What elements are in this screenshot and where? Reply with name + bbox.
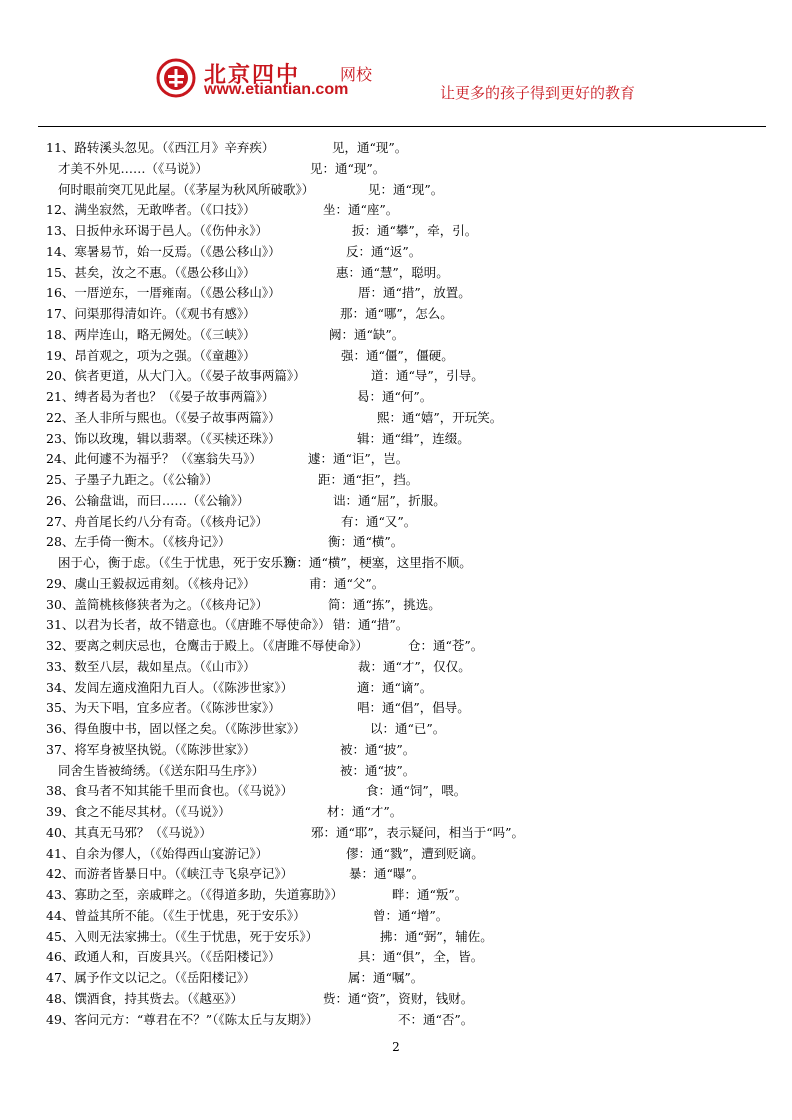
- list-item: [46, 532, 776, 553]
- slogan: 让更多的孩子得到更好的教育: [440, 84, 636, 102]
- example-sentence: 20、傧者更道，从大门入。（《晏子故事两篇》）: [46, 368, 306, 384]
- tongjiazi-note: 阙：通“缺”。: [329, 326, 405, 342]
- tongjiazi-note: 有：通“又”。: [341, 513, 417, 529]
- tongjiazi-note: 道：通“导”，引导。: [371, 368, 484, 384]
- tongjiazi-note: 错：通“措”。: [333, 617, 409, 633]
- tongjiazi-note: 曷：通“何”。: [357, 389, 433, 404]
- list-item: [46, 968, 776, 989]
- tongjiazi-note: 坐：通“座”。: [323, 202, 399, 218]
- tongjiazi-note: 遽：通“讵”，岂。: [308, 451, 409, 467]
- tongjiazi-note: 拂：通“弼”，辅佐。: [380, 928, 493, 944]
- list-item: [46, 906, 776, 927]
- tongjiazi-note: 不：通“否”。: [398, 1011, 474, 1027]
- list-item: [46, 947, 776, 968]
- list-item: [46, 927, 776, 948]
- list-item: [46, 740, 776, 761]
- example-sentence: 41、自余为僇人，（《始得西山宴游记》）: [46, 845, 269, 861]
- list-item: [46, 761, 776, 782]
- tongjiazi-note: 反：通“返”。: [346, 243, 422, 259]
- example-sentence: 12、满坐寂然，无敢哗者。（《口技》）: [46, 202, 256, 218]
- example-sentence: 30、盖简桃核修狭者为之。（《核舟记》）: [46, 596, 269, 612]
- example-sentence: 15、甚矣，汝之不惠。（《愚公移山》）: [46, 264, 256, 280]
- list-item: [46, 512, 776, 533]
- tongjiazi-note: 见：通“现”。: [368, 181, 444, 197]
- tongjiazi-note: 诎：通“屈”，折服。: [333, 492, 446, 508]
- tongjiazi-note: 仓：通“苍”。: [408, 638, 484, 653]
- brand-name: 北京四中: [204, 63, 301, 88]
- tongjiazi-note: 具：通“俱”，全，皆。: [358, 949, 484, 965]
- tongjiazi-note: 距：通“拒”，挡。: [318, 472, 419, 487]
- tongjiazi-note: 那：通“哪”，怎么。: [340, 306, 453, 321]
- example-sentence: 35、为天下唱，宜多应者。（《陈涉世家》）: [46, 700, 281, 716]
- list-item: [46, 574, 776, 595]
- list-item: [46, 283, 776, 304]
- brand-url[interactable]: www.etiantian.com: [204, 81, 349, 98]
- tongjiazi-note: 熙：通“嬉”，开玩笑。: [377, 409, 503, 425]
- tongjiazi-note: 赀：通“资”，资财，钱财。: [323, 990, 474, 1006]
- example-sentence: 47、属予作文以记之。（《岳阳楼记》）: [46, 970, 256, 985]
- example-sentence: 43、寡助之至，亲戚畔之。（《得道多助，失道寡助》）: [46, 887, 344, 902]
- tongjiazi-note: 简：通“拣”，挑选。: [328, 596, 441, 612]
- list-item: [46, 553, 776, 574]
- example-sentence: 27、舟首尾长约八分有奇。（《核舟记》）: [46, 513, 269, 529]
- tongjiazi-note: 食：通“饲”，喂。: [366, 783, 467, 799]
- list-item: [46, 719, 776, 740]
- tongjiazi-note: 甫：通“父”。: [309, 575, 385, 591]
- example-sentence: 40、其真无马邪？（《马说》）: [46, 824, 212, 840]
- tongjiazi-note: 属：通“嘱”。: [348, 970, 424, 985]
- list-item: [46, 678, 776, 699]
- example-sentence: 21、缚者曷为者也？（《晏子故事两篇》）: [46, 389, 275, 404]
- list-item: [46, 615, 776, 636]
- tongjiazi-note: 被：通“披”。: [340, 762, 416, 778]
- example-sentence: 48、馔酒食，持其赀去。（《越巫》）: [46, 990, 244, 1006]
- tongjiazi-note: 暴：通“曝”。: [349, 866, 425, 882]
- example-sentence: 14、寒暑易节，始一反焉。（《愚公移山》）: [46, 243, 281, 259]
- tongjiazi-note: 畔：通“叛”。: [392, 887, 468, 902]
- example-sentence: 34、发闾左適戍渔阳九百人。（《陈涉世家》）: [46, 679, 294, 695]
- list-item: [46, 387, 776, 408]
- list-item: [46, 781, 776, 802]
- example-sentence: 22、圣人非所与熙也。（《晏子故事两篇》）: [46, 409, 281, 425]
- list-item: [46, 138, 776, 159]
- brand-suffix: 网校: [340, 65, 373, 84]
- list-item: [46, 449, 776, 470]
- list-item: [46, 657, 776, 678]
- example-sentence: 23、饰以玫瑰，辑以翡翠。（《买椟还珠》）: [46, 430, 281, 446]
- list-item: [46, 200, 776, 221]
- tongjiazi-note: 衡：通“横”。: [328, 534, 404, 550]
- list-item: [46, 1010, 776, 1031]
- example-sentence: 18、两岸连山，略无阙处。（《三峡》）: [46, 326, 256, 342]
- example-sentence: 28、左手倚一衡木。（《核舟记》）: [46, 534, 231, 550]
- tongjiazi-note: 唱：通“倡”，倡导。: [357, 700, 470, 716]
- example-sentence: 38、食马者不知其能千里而食也。（《马说》）: [46, 783, 294, 799]
- page-number: 2: [392, 1040, 400, 1054]
- list-item: [46, 429, 776, 450]
- example-sentence: 37、将军身被坚执锐。（《陈涉世家》）: [46, 741, 256, 757]
- list-item: [46, 346, 776, 367]
- list-item: [46, 636, 776, 657]
- tongjiazi-note: 衡：通“横”，梗塞，这里指不顺。: [284, 555, 472, 570]
- tongjiazi-note: 强：通“僵”，僵硬。: [341, 347, 454, 363]
- list-item: [46, 325, 776, 346]
- tongjiazi-note: 见，通“现”。: [332, 140, 408, 155]
- list-item: [46, 864, 776, 885]
- example-sentence: 36、得鱼腹中书，固以怪之矣。（《陈涉世家》）: [46, 721, 306, 736]
- list-item: [46, 366, 776, 387]
- example-sentence: 25、子墨子九距之。（《公输》）: [46, 472, 219, 487]
- list-item: [46, 180, 776, 201]
- list-item: [46, 823, 776, 844]
- example-sentence: 19、昂首观之，项为之强。（《童趣》）: [46, 347, 256, 363]
- list-item: [46, 221, 776, 242]
- example-sentence: 同舍生皆被绮绣。（《送东阳马生序》）: [58, 762, 265, 778]
- example-sentence: 11、路转溪头忽见。（《西江月》辛弃疾）: [46, 140, 275, 155]
- list-item: [46, 304, 776, 325]
- example-sentence: 17、问渠那得清如许。（《观书有感》）: [46, 306, 256, 321]
- tongjiazi-note: 厝：通“措”，放置。: [358, 285, 471, 301]
- tongjiazi-note: 材：通“才”。: [327, 804, 403, 819]
- tongjiazi-note: 僇：通“戮”，遭到贬谪。: [346, 845, 484, 861]
- example-sentence: 31、以君为长者，故不错意也。（《唐雎不辱使命》）: [46, 617, 331, 633]
- list-item: [46, 408, 776, 429]
- tongjiazi-note: 邪：通“耶”，表示疑问，相当于“吗”。: [311, 824, 525, 840]
- example-sentence: 33、数至八层，裁如星点。（《山市》）: [46, 658, 256, 674]
- example-sentence: 才美不外见……（《马说》）: [58, 160, 209, 176]
- example-sentence: 44、曾益其所不能。（《生于忧患，死于安乐》）: [46, 907, 306, 923]
- list-item: [46, 698, 776, 719]
- list-item: [46, 242, 776, 263]
- list-item: [46, 263, 776, 284]
- example-sentence: 困于心，衡于虑。（《生于忧患，死于安乐》）: [58, 555, 302, 570]
- example-sentence: 49、客问元方：“尊君在不？”（《陈太丘与友期》）: [46, 1011, 319, 1027]
- list-item: [46, 989, 776, 1010]
- tongjiazi-note: 以：通“已”。: [370, 721, 446, 736]
- list-item: [46, 491, 776, 512]
- list-item: [46, 844, 776, 865]
- example-sentence: 何时眼前突兀见此屋。（《茅屋为秋风所破歌》）: [58, 181, 315, 197]
- list-item: [46, 159, 776, 180]
- example-sentence: 26、公输盘诎，而曰……（《公输》）: [46, 492, 250, 508]
- example-sentence: 13、日扳仲永环谒于邑人。（《伤仲永》）: [46, 223, 269, 238]
- example-sentence: 39、食之不能尽其材。（《马说》）: [46, 804, 231, 819]
- header-divider: [38, 126, 766, 127]
- example-sentence: 24、此何遽不为福乎？（《塞翁失马》）: [46, 451, 262, 467]
- example-sentence: 32、要离之刺庆忌也，仓鹰击于殿上。（《唐雎不辱使命》）: [46, 638, 369, 653]
- tongjiazi-note: 见：通“现”。: [310, 160, 386, 176]
- school-logo-icon: [156, 58, 196, 98]
- tongjiazi-note: 扳：通“攀”，牵，引。: [352, 223, 478, 238]
- example-sentence: 16、一厝逆东，一厝雍南。（《愚公移山》）: [46, 285, 281, 301]
- list-item: [46, 802, 776, 823]
- page-header: [0, 0, 792, 130]
- tongjiazi-note: 曾：通“增”。: [373, 907, 449, 923]
- example-sentence: 42、而游者皆暴日中。（《峡江寺飞泉亭记》）: [46, 866, 294, 882]
- example-sentence: 46、政通人和，百废具兴。（《岳阳楼记》）: [46, 949, 281, 965]
- tongjiazi-note: 被：通“披”。: [340, 741, 416, 757]
- entries-list: [46, 138, 776, 1030]
- list-item: [46, 595, 776, 616]
- tongjiazi-note: 惠：通“慧”，聪明。: [336, 264, 449, 280]
- list-item: [46, 885, 776, 906]
- tongjiazi-note: 裁：通“才”，仅仅。: [358, 658, 471, 674]
- tongjiazi-note: 辑：通“缉”，连缀。: [357, 430, 470, 446]
- tongjiazi-note: 適：通“谪”。: [357, 679, 433, 695]
- list-item: [46, 470, 776, 491]
- example-sentence: 45、入则无法家拂士。（《生于忧患，死于安乐》）: [46, 928, 319, 944]
- example-sentence: 29、虞山王毅叔远甫刻。（《核舟记》）: [46, 575, 256, 591]
